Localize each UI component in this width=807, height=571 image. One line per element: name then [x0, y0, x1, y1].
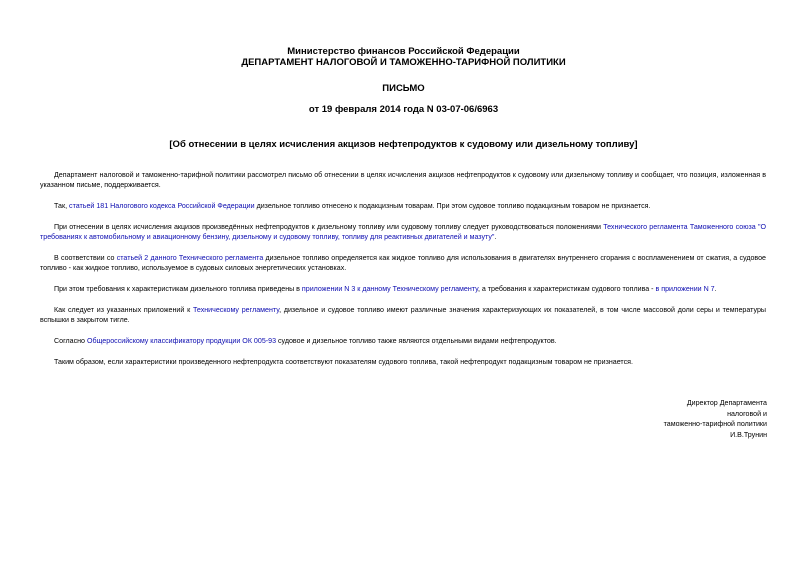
link-appendix-3[interactable]: приложении N 3 к данному Техническому регламенту [301, 285, 478, 293]
document-date-number: от 19 февраля 2014 года N 03-07-06/6963 [308, 104, 499, 115]
paragraph-text: . [494, 233, 497, 241]
paragraph-2 [40, 201, 766, 211]
document-body [40, 170, 766, 378]
signature-name: И.В.Трунин [730, 430, 767, 439]
link-appendix-7[interactable]: в приложении N 7 [655, 285, 715, 293]
paragraph-4 [40, 253, 766, 273]
document-header [0, 46, 807, 115]
paragraph-8: Таким образом, если характеристики произведенного нефтепродукта соответствуют показателям судового топлива, такой нефтепродукт подакцизным товаром не признается. [54, 358, 633, 366]
link-product-classifier[interactable]: Общероссийскому классификатору продукции ОК 005-93 [86, 337, 277, 345]
document-type: ПИСЬМО [382, 83, 425, 94]
paragraph-1: Департамент налоговой и таможенно-тарифной политики рассмотрел письмо об отнесении в целях исчисления акцизов нефтепродуктов к судовому или дизельному топливу и сообщает, что позиция, изложенная в указанном письме, поддерживается. [40, 171, 766, 189]
paragraph-text: дизельное топливо определяется как жидкое топливо для использования в двигателях внутреннего сгорания с воспламенением от сжатия, а судовое топливо - как жидкое топливо, используемое в судовых силовых энергетических установках. [40, 254, 766, 272]
paragraph-text: Как следует из указанных приложений к [54, 306, 193, 314]
paragraph-7 [40, 336, 766, 346]
signature-dept-line: налоговой и [727, 409, 767, 418]
department-name: ДЕПАРТАМЕНТ НАЛОГОВОЙ И ТАМОЖЕННО-ТАРИФНОЙ ПОЛИТИКИ [241, 57, 566, 68]
link-technical-regulation[interactable]: Технического регламента Таможенного союза "О требованиях к автомобильному и авиационному бензину, дизельному и судовому топливу, топливу для реактивных двигателей и мазуту" [40, 223, 766, 241]
signature-block [664, 398, 767, 440]
paragraph-text: , дизельное и судовое топливо имеют различные значения характеризующих их показателей, в том числе массовой доли серы и температуры вспышки в закрытом тигле. [40, 306, 766, 324]
link-technical-regulation-short[interactable]: Техническому регламенту [192, 306, 280, 314]
document-subject: [Об отнесении в целях исчисления акцизов нефтепродуктов к судовому или дизельному топливу] [169, 139, 638, 150]
link-tax-code-article-181[interactable]: статьей 181 Налогового кодекса Российской Федерации [69, 202, 255, 210]
paragraph-3 [40, 222, 766, 242]
paragraph-text: судовое и дизельное топливо также являются отдельными видами нефтепродуктов. [276, 337, 557, 345]
signature-dept-line: таможенно-тарифной политики [663, 420, 767, 428]
paragraph-6 [40, 305, 766, 325]
paragraph-text: дизельное топливо отнесено к подакцизным товарам. При этом судовое топливо подакцизным товаром не признается. [254, 202, 651, 210]
paragraph-text: Так, [54, 202, 70, 210]
ministry-name: Министерство финансов Российской Федерации [287, 46, 520, 57]
paragraph-5 [40, 284, 766, 294]
paragraph-text: , а требования к характеристикам судового топлива - [477, 285, 656, 293]
paragraph-text: . [714, 285, 717, 293]
paragraph-text: Согласно [54, 337, 87, 345]
link-regulation-article-2[interactable]: статьей 2 данного Технического регламента [116, 254, 264, 262]
paragraph-text: При этом требования к характеристикам дизельного топлива приведены в [54, 285, 302, 293]
paragraph-text: При отнесении в целях исчисления акцизов произведённых нефтепродуктов к дизельному топливу или судовому топливу следует руководствоваться положениями [54, 223, 604, 231]
signature-title: Директор Департамента [686, 399, 767, 407]
paragraph-text: В соответствии со [54, 254, 117, 262]
